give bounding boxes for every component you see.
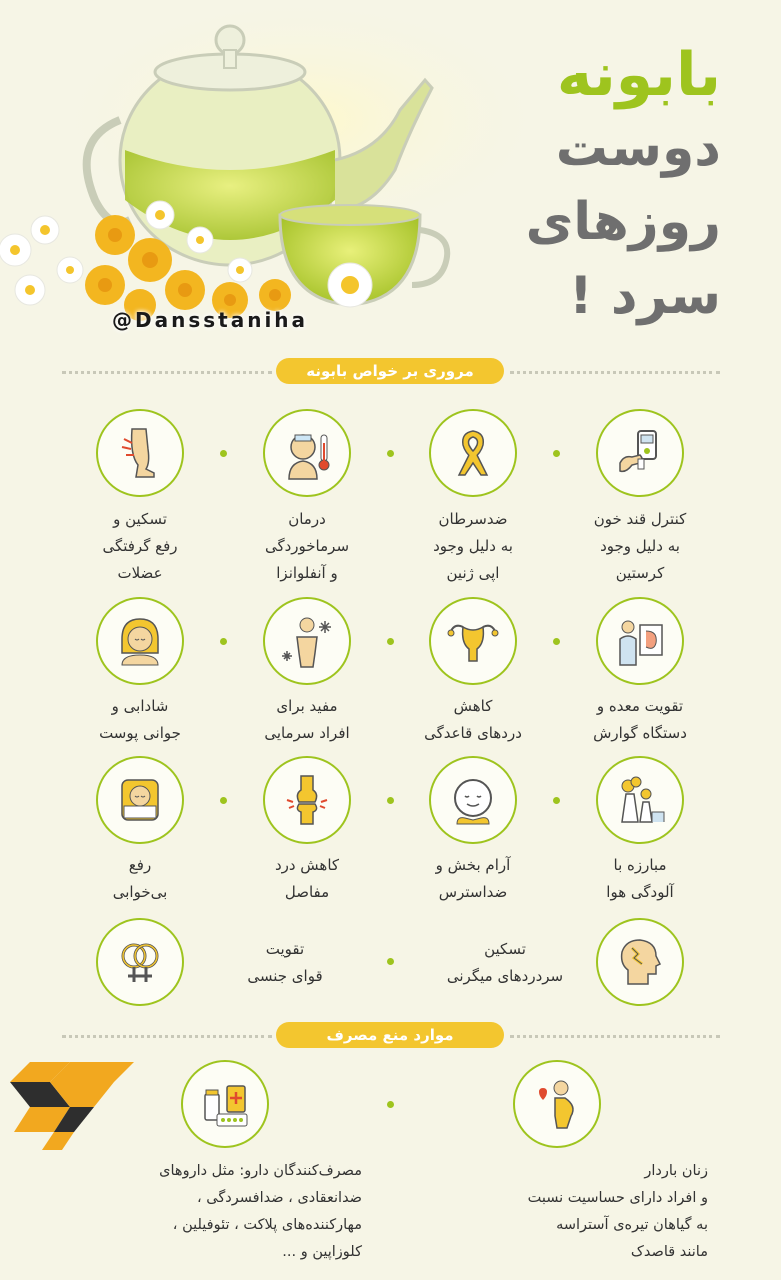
separator-dot xyxy=(553,450,560,457)
benefit-4-text: تسکین و رفع گرفتگی عضلات xyxy=(102,510,178,582)
benefit-6-text: کاهش دردهای قاعدگی xyxy=(424,697,522,742)
calm-face-icon xyxy=(429,756,517,844)
separator-dot xyxy=(387,958,394,965)
separator-dot xyxy=(387,638,394,645)
separator-dot xyxy=(387,450,394,457)
benefit-9-text: مبارزه با آلودگی هوا xyxy=(606,856,674,901)
benefit-8-text: شادابی و جوانی پوست xyxy=(99,697,181,742)
cold-person-icon xyxy=(263,597,351,685)
contra-1-text: زنان باردار و افراد دارای حساسیت نسبت به گیاهان تیره‌ی آستراسه مانند قاصدک xyxy=(527,1163,708,1260)
page-title: بابونه xyxy=(556,40,721,110)
title-line-4: سرد ! xyxy=(569,266,721,326)
pregnant-woman-icon xyxy=(513,1060,601,1148)
benefit-1-text: کنترل قند خون به دلیل وجود کرستین xyxy=(593,510,687,582)
separator-dot xyxy=(220,638,227,645)
benefit-10-text: آرام بخش و ضداسترس xyxy=(435,856,511,901)
sleep-icon xyxy=(96,756,184,844)
divider-right xyxy=(510,371,720,374)
gender-symbols-icon xyxy=(96,918,184,1006)
medicine-icon xyxy=(181,1060,269,1148)
benefit-7-text: مفید برای افراد سرمایی xyxy=(264,697,350,742)
uterus-icon xyxy=(429,597,517,685)
brand-logo xyxy=(10,1062,134,1152)
title-line-2: دوست xyxy=(555,118,721,178)
watermark-handle: @Dansstaniha xyxy=(112,308,309,332)
divider-left-2 xyxy=(62,1035,272,1038)
stomach-icon xyxy=(596,597,684,685)
joint-icon xyxy=(263,756,351,844)
separator-dot xyxy=(553,638,560,645)
separator-dot xyxy=(387,1101,394,1108)
fever-thermometer-icon xyxy=(263,409,351,497)
separator-dot xyxy=(220,450,227,457)
leg-muscle-icon xyxy=(96,409,184,497)
skin-face-icon xyxy=(96,597,184,685)
migraine-head-icon xyxy=(596,918,684,1006)
contraindications-heading: موارد منع مصرف xyxy=(276,1022,504,1048)
factory-pollution-icon xyxy=(596,756,684,844)
cancer-ribbon-icon xyxy=(429,409,517,497)
title-line-3: روزهای xyxy=(525,192,721,252)
benefit-12-text: رفع بی‌خوابی xyxy=(112,856,168,901)
divider-right-2 xyxy=(510,1035,720,1038)
separator-dot xyxy=(387,797,394,804)
benefits-heading: مروری بر خواص بابونه xyxy=(276,358,504,384)
divider-left xyxy=(62,371,272,374)
benefit-11-text: کاهش درد مفاصل xyxy=(274,856,340,901)
benefit-14-text: تقویت قوای جنسی xyxy=(247,940,323,985)
benefit-5-text: تقویت معده و دستگاه گوارش xyxy=(593,697,687,742)
separator-dot xyxy=(220,797,227,804)
benefit-2-text: ضدسرطان به دلیل وجود اپی ژنین xyxy=(433,510,513,582)
separator-dot xyxy=(553,797,560,804)
benefit-13-text: تسکین سردردهای میگرنی xyxy=(446,940,564,985)
benefit-3-text: درمان سرماخوردگی و آنفلوانزا xyxy=(264,510,350,582)
glucometer-icon xyxy=(596,409,684,497)
contra-2-text: مصرف‌کنندگان دارو: مثل داروهای ضدانعقادی ، ضدافسردگی ، مهارکننده‌های پلاکت ، تئوفیلین ، کلوزاپین و ... xyxy=(159,1163,362,1260)
